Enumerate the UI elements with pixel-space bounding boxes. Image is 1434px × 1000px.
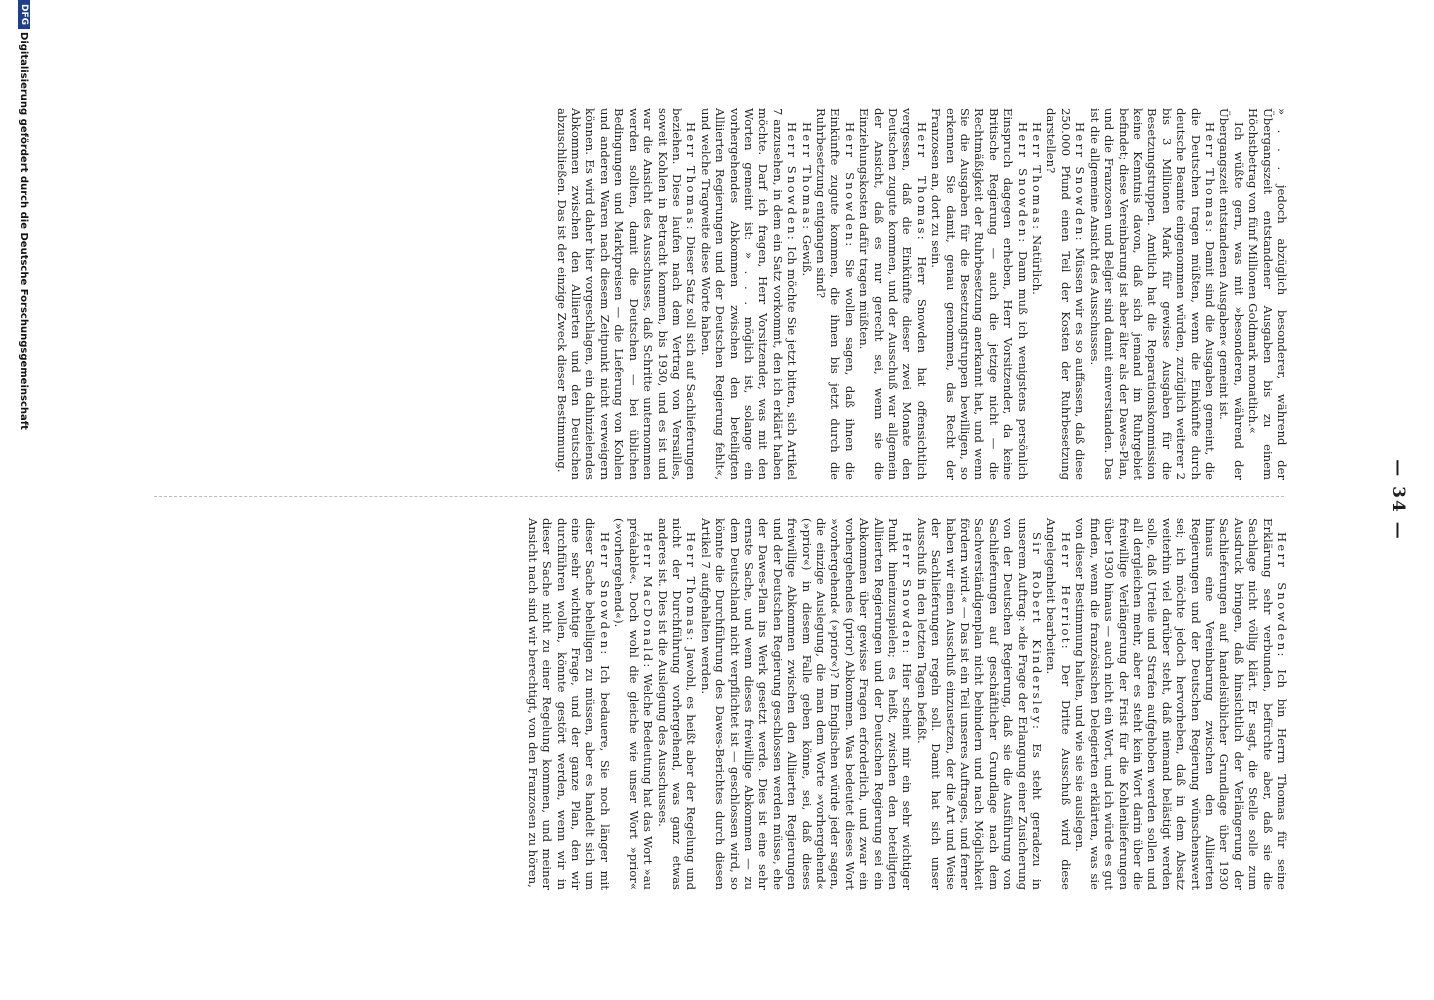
paragraph: Herr Thomas: Jawohl, es heißt aber der Regelung und nicht der Durchführung vorhergehend, was ganz etwas anderes ist. Dies ist die Auslegung des Ausschusses. — [655, 518, 699, 890]
paragraph: Herr Snowden: Ich bin Herrn Thomas für seine Erklärung sehr verbunden, befürchte aber, daß sie die Sachlage nicht völlig klärt. Er sagt, die Stelle solle zum Ausdruck bringen, daß hinsichtlich der Verlängerung der Sachlieferungen auf handelsüblicher Grundlage über 1930 hinaus eine Vereinbarung zwischen den Alliierten Regierungen und der Deutschen Regierung wünschenswert sei; ich möchte jedoch hervorheben, daß in dem Absatz weiterhin viel darüber steht, daß niemand belästigt werden solle, daß Urteile und Strafen aufgehoben werden sollen und all dergleichen mehr, aber es steht kein Wort darin über die freiwillige Verlängerung der Frist für die Kohlenlieferungen über 1930 hinaus — auch nicht ein Wort, und ich würde es gut finden, wenn die französischen Delegierten erklärten, was sie von dieser Bestimmung halten, und wie sie sie auslegen. — [1073, 518, 1289, 890]
funding-note — [18, 0, 30, 1000]
speaker-name: Herr Snowden: — [1073, 122, 1088, 243]
paragraph: Herr MacDonald: Welche Bedeutung hat das Wort »au préalable«. Doch wohl die gleiche wie unser Wort »prior« (»vorhergehend«). — [612, 518, 656, 890]
speaker-name: Herr Herriot: — [1058, 532, 1073, 651]
paragraph: Herr Snowden: Sie wollen sagen, daß ihnen die Einkünfte zugute kommen, die ihnen bis jetzt durch die Ruhrbesetzung entgangen sind? — [814, 108, 857, 480]
paragraph: Herr Snowden: Ich möchte Sie jetzt bitten, sich Artikel 7 anzusehen, in dem ein Satz vorkommt, den ich erklärt haben möchte. Darf ich fragen, Herr Vorsitzender, was mit den Worten gemeint ist: » . . . möglich ist, solange ein vorhergehendes Abkommen zwischen den beteiligten Alliierten Regierungen und der Deutschen Regierung fehlt«, und welche Tragweite diese Worte haben. — [698, 108, 800, 480]
right-column — [525, 518, 1289, 890]
left-column — [554, 108, 1289, 480]
speaker-name: Herr MacDonald: — [641, 532, 656, 670]
paragraph: Herr Thomas: Gewiß. — [799, 122, 814, 277]
paragraph: Herr Snowden: Müssen wir es so auffassen, daß diese 250.000 Pfund einen Teil der Kosten der Ruhrbesetzung darstellen? — [1044, 108, 1088, 480]
speaker-name: Herr Thomas: — [684, 532, 699, 643]
paragraph: Herr Snowden: Dann muß ich wenigstens persönlich Einspruch dagegen erheben, Herr Vorsitzender, da keine Britische Regierung — auch die jetzige nicht — die Rechtmäßigkeit der Ruhrbesetzung anerkannt hat, und wenn Sie die Ausgaben für die Besetzungstruppen bewilligen, so erkennen Sie damit, genau genommen, das Recht der Franzosen an, dort zu sein. — [929, 108, 1030, 480]
speaker-name: Herr Snowden: — [842, 122, 857, 249]
column-divider — [154, 496, 1284, 497]
page-number: — 34 — — [1388, 459, 1408, 541]
speaker-name: Herr Thomas: — [914, 122, 929, 243]
paragraph: Herr Thomas: Herr Snowden hat offensichtlich vergessen, daß die Einkünfte dieser zwei Monate den Deutschen zugute kommen, und der Ausschuß war allgemein der Ansicht, daß es nur gerecht sei, wenn sie die Einziehungskosten dafür tragen müßten. — [857, 108, 929, 480]
speaker-name: Herr Thomas: — [1202, 122, 1217, 235]
paragraph: Herr Thomas: Damit sind die Ausgaben gemeint, die die Deutschen tragen müßten, wenn die Einkünfte durch deutsche Beamte eingenommen würden, zuzüglich weiterer 2 bis 3 Millionen Mark für gewisse Ausgaben für die Besetzungstruppen. Amtlich hat die Reparationskommission keine Kenntnis davon, daß sich jemand im Ruhrgebiet befindet; diese Vereinbarung ist aber älter als der Dawes-Plan, und die Franzosen und Belgier sind damit einverstanden. Das ist die allgemeine Ansicht des Ausschusses. — [1087, 108, 1217, 480]
speaker-name: Herr Snowden: — [900, 532, 915, 656]
speaker-name: Herr Thomas: — [799, 122, 814, 232]
paragraph: Herr Snowden: Hier scheint mir ein sehr wichtiger Punkt hineinzuspielen; es heißt, zwischen den beteiligten Alliierten Regierungen und der Deutschen Regierung sei ein Abkommen über gewisse Fragen erforderlich, und zwar ein vorhergehendes (prior) Abkommen. Was bedeutet dieses Wort »vorhergehend« (»prior«)? Im Englischen würde jeder sagen, die einzige Auslegung, die man dem Worte »vorhergehend« (»prior«) in diesem Falle geben könne, sei, daß dieses freiwillige Abkommen zwischen den Alliierten Regierungen und der Deutschen Regierung geschlossen werden müsse, ehe der Dawes-Plan ins Werk gesetzt werde. Dies ist eine sehr ernste Sache, und wenn dieses freiwillige Abkommen — zu dem Deutschland nicht verpflichtet ist — geschlossen wird, so könnte die Durchführung des Dawes-Berichtes durch diesen Artikel 7 aufgehalten werden. — [698, 518, 915, 890]
speaker-name: Herr Thomas: — [1030, 122, 1045, 232]
paragraph: Sir Robert Kindersley: Es steht geradezu in unserem Auftrag: »die Frage der Erlangung einer Zusicherung von der Deutschen Regierung, daß sie die Ausführung von Sachlieferungen auf geschäftlicher Grundlage nach dem Sachverständigenplan nicht behindern und nach Möglichkeit fördern wird.« — Das ist ein Teil unseres Auftrages, und ferner haben wir einen Ausschuß einzusetzen, der die Art und Weise der Sachlieferungen regeln soll. Damit hat sich unser Ausschuß in den letzten Tagen befaßt. — [914, 518, 1045, 890]
dfg-logo: DFG — [18, 0, 30, 29]
speaker-name: Herr Thomas: — [684, 122, 699, 232]
paragraph: Herr Thomas: Dieser Satz soll sich auf Sachlieferungen beziehen. Diese laufen nach dem Vertrag von Versailles, soweit Kohlen in Betracht kommen, bis 1930, und es ist und war die Ansicht des Ausschusses, daß Schritte unternommen werden sollten, damit die Deutschen — bei üblichen Bedingungen und Marktpreisen — die Lieferung von Kohlen und anderen Waren nach diesem Zeitpunkt nicht verweigern können. Es wird daher hier vorgeschlagen, ein dahinzielendes Abkommen zwischen den Alliierten und den Deutschen abzuschließen. Das ist der einzige Zweck dieser Bestimmung. — [554, 108, 699, 481]
paragraph: » . . . jedoch abzüglich besonderer, während der Übergangszeit entstandener Ausgaben bis zu einem Höchstbetrag von fünf Millionen Goldmark monatlich.« — [1246, 108, 1289, 480]
funding-note-text: Digitalisierung gefördert durch die Deutsche Forschungsgemeinschaft — [18, 32, 29, 430]
speaker-name: Sir Robert Kindersley: — [1030, 532, 1045, 732]
paragraph: Herr Herriot: Der Dritte Ausschuß wird diese Angelegenheit bearbeiten. — [1044, 518, 1073, 890]
paragraph: Herr Snowden: Ich bedauere, Sie noch länger mit dieser Sache behelligen zu müssen, aber es handelt sich um eine sehr wichtige Frage, und der ganze Plan, den wir durchführen wollen, könnte gestört werden, wenn wir in dieser Sache nicht zu einer Regelung kommen, und meiner Ansicht nach sind wir berechtigt, von den Franzosen zu hören, — [525, 518, 612, 890]
speaker-name: Herr Snowden: — [785, 122, 800, 243]
speaker-name: Herr Snowden: — [1275, 532, 1289, 659]
speaker-name: Herr Snowden: — [597, 532, 612, 657]
paragraph: Ich wüßte gern, was mit »besonderen, während der Übergangszeit entstandenen Ausgaben« gemeint ist. — [1217, 108, 1246, 480]
speaker-name: Herr Snowden: — [1015, 122, 1030, 245]
paragraph: Herr Thomas: Natürlich. — [1030, 122, 1045, 295]
